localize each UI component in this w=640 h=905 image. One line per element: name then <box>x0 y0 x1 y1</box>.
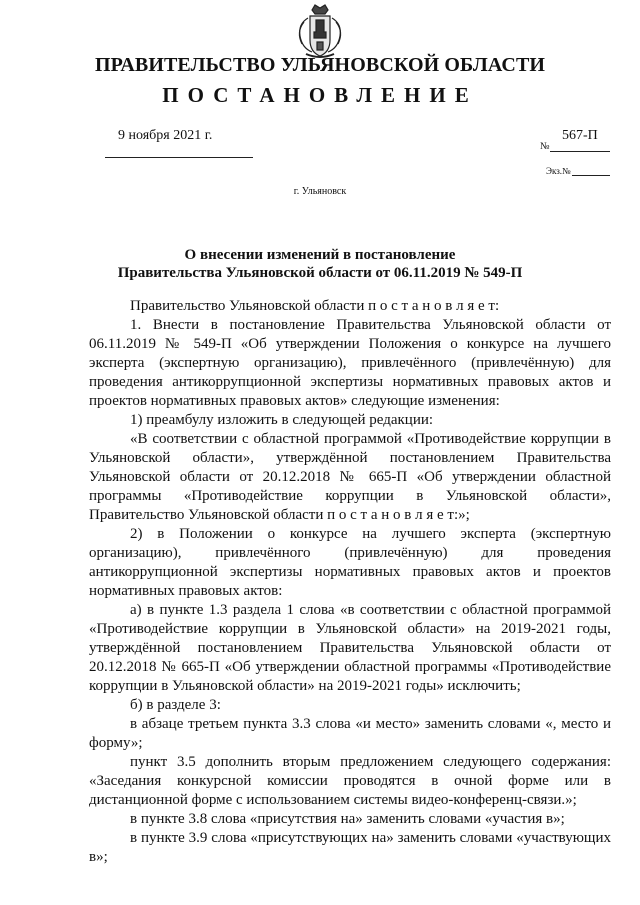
paragraph-item-1: 1. Внести в постановление Правительства Ульяновской области от 06.11.2019 № 549-П «Об утверждении Положения о конкурсе на лучшего эксперта (экспертную организацию), привлечённого (привлечённую) для проведения антикоррупционной экспертизы нормативных правовых актов и проектов нормативных правовых актов» следующие изменения: <box>89 317 611 409</box>
paragraph-point-b: б) в разделе 3: <box>130 697 221 713</box>
document-type: ПОСТАНОВЛЕНИЕ <box>162 83 478 107</box>
paragraph-clause-3-9: в пункте 3.9 слова «присутствующих на» заменить словами «участвующих в»; <box>89 830 611 865</box>
document-date: 9 ноября 2021 г. <box>118 128 213 143</box>
paragraph-clause-3-5: пункт 3.5 дополнить вторым предложением следующего содержания: «Заседания конкурсной комиссии проводятся в очной форме или в дистанционной форме с использованием системы видео-конференц-связи.»; <box>89 754 611 808</box>
number-underline <box>550 151 610 152</box>
heading-line-1: О внесении изменений в постановление <box>184 247 456 263</box>
document-number: 567-П <box>562 128 598 143</box>
document-heading <box>100 246 540 282</box>
paragraph-clause-3-3: в абзаце третьем пункта 3.3 слова «и место» заменить словами «, место и форму»; <box>89 716 611 751</box>
paragraph-subitem-1: 1) преамбулу изложить в следующей редакции: <box>130 412 434 428</box>
government-title: ПРАВИТЕЛЬСТВО УЛЬЯНОВСКОЙ ОБЛАСТИ <box>94 54 546 76</box>
paragraph-subitem-2: 2) в Положении о конкурсе на лучшего эксперта (экспертную организацию), привлечённого (привлечённую) для проведения антикоррупционной экспертизы нормативных правовых актов и проектов нормативных правовых актов: <box>89 526 611 599</box>
copy-number-underline <box>572 175 610 176</box>
paragraph-point-a: а) в пункте 1.3 раздела 1 слова «в соответствии с областной программой «Противодействие коррупции в Ульяновской области» на 2019-2021 годы, утверждённой постановлением Правительства Ульяновской области от 20.12.2018 № 665-П «Об утверждении областной программы «Противодействие коррупции в Ульяновской области» на 2019-2021 годы» исключить; <box>89 602 611 694</box>
number-label: № <box>540 141 550 152</box>
paragraph-clause-3-8: в пункте 3.8 слова «присутствия на» заменить словами «участия в»; <box>130 811 565 827</box>
copy-number-label: Экз.№ <box>546 166 571 176</box>
heading-line-2: Правительства Ульяновской области от 06.11.2019 № 549-П <box>117 265 523 281</box>
coat-of-arms-icon <box>290 2 350 60</box>
date-underline <box>105 157 253 158</box>
paragraph-preamble: Правительство Ульяновской области п о с т а н о в л я е т: <box>130 298 500 314</box>
document-body <box>89 297 611 867</box>
city-label: г. Ульяновск <box>293 186 347 197</box>
paragraph-quote: «В соответствии с областной программой «Противодействие коррупции в Ульяновской области», утверждённой постановлением Правительства Ульяновской области от 20.12.2018 № 665-П «Об утверждении областной программы «Противодействие коррупции в Ульяновской области», Правительство Ульяновской области п о с т а н о в л я е т:»; <box>89 431 611 523</box>
